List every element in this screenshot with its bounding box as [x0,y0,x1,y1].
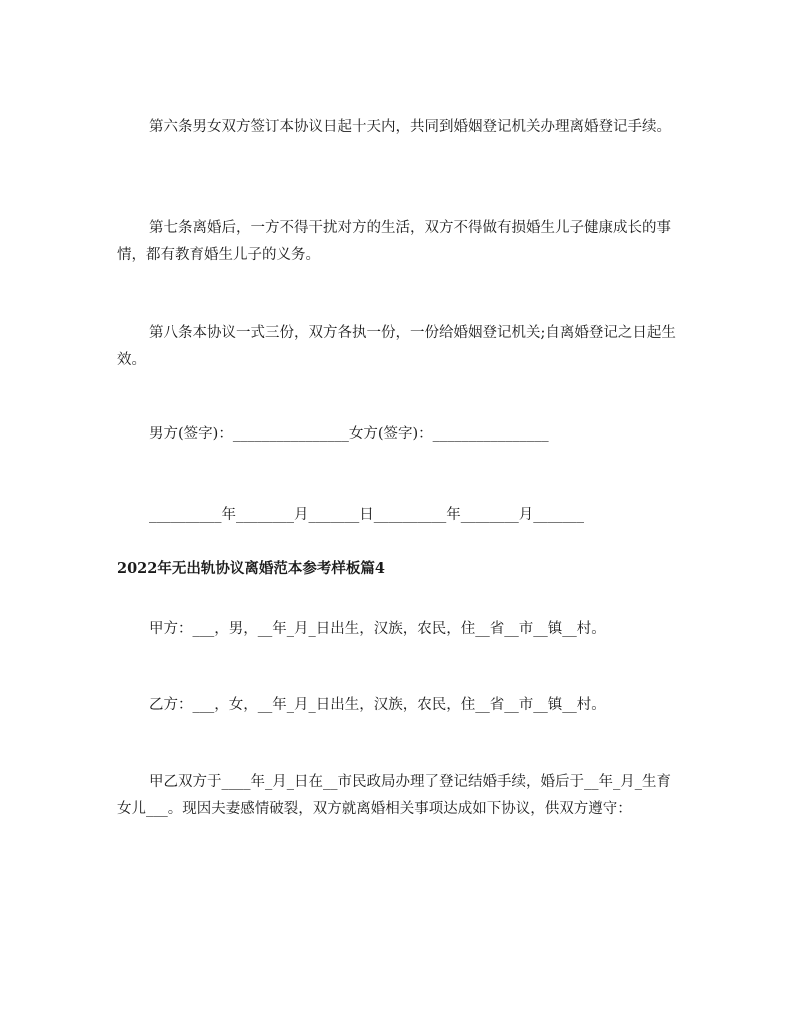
date-line: __________年________月_______日__________年________月_______ [149,507,584,523]
article-7-paragraph: 第七条离婚后，一方不得干扰对方的生活，双方不得做有损婚生儿子健康成长的事情，都有教育婚生儿子的义务。 [117,220,671,263]
party-a-paragraph: 甲方：___，男，__年_月_日出生，汉族，农民，住__省__市__镇__村。 [149,621,606,637]
section-heading: 2022年无出轨协议离婚范本参考样板篇4 [117,560,385,577]
party-b-paragraph: 乙方：___，女，__年_月_日出生，汉族，农民，住__省__市__镇__村。 [149,697,606,713]
signature-line: 男方(签字)：________________女方(签字)：________________ [149,426,549,442]
article-8-paragraph: 第八条本协议一式三份，双方各执一份，一份给婚姻登记机关;自离婚登记之日起生效。 [117,325,676,368]
marriage-paragraph: 甲乙双方于____年_月_日在__市民政局办理了登记结婚手续，婚后于__年_月_生育女儿___。现因夫妻感情破裂，双方就离婚相关事项达成如下协议，供双方遵守： [117,774,671,817]
article-6-paragraph: 第六条男女双方签订本协议日起十天内，共同到婚姻登记机关办理离婚登记手续。 [149,119,671,135]
